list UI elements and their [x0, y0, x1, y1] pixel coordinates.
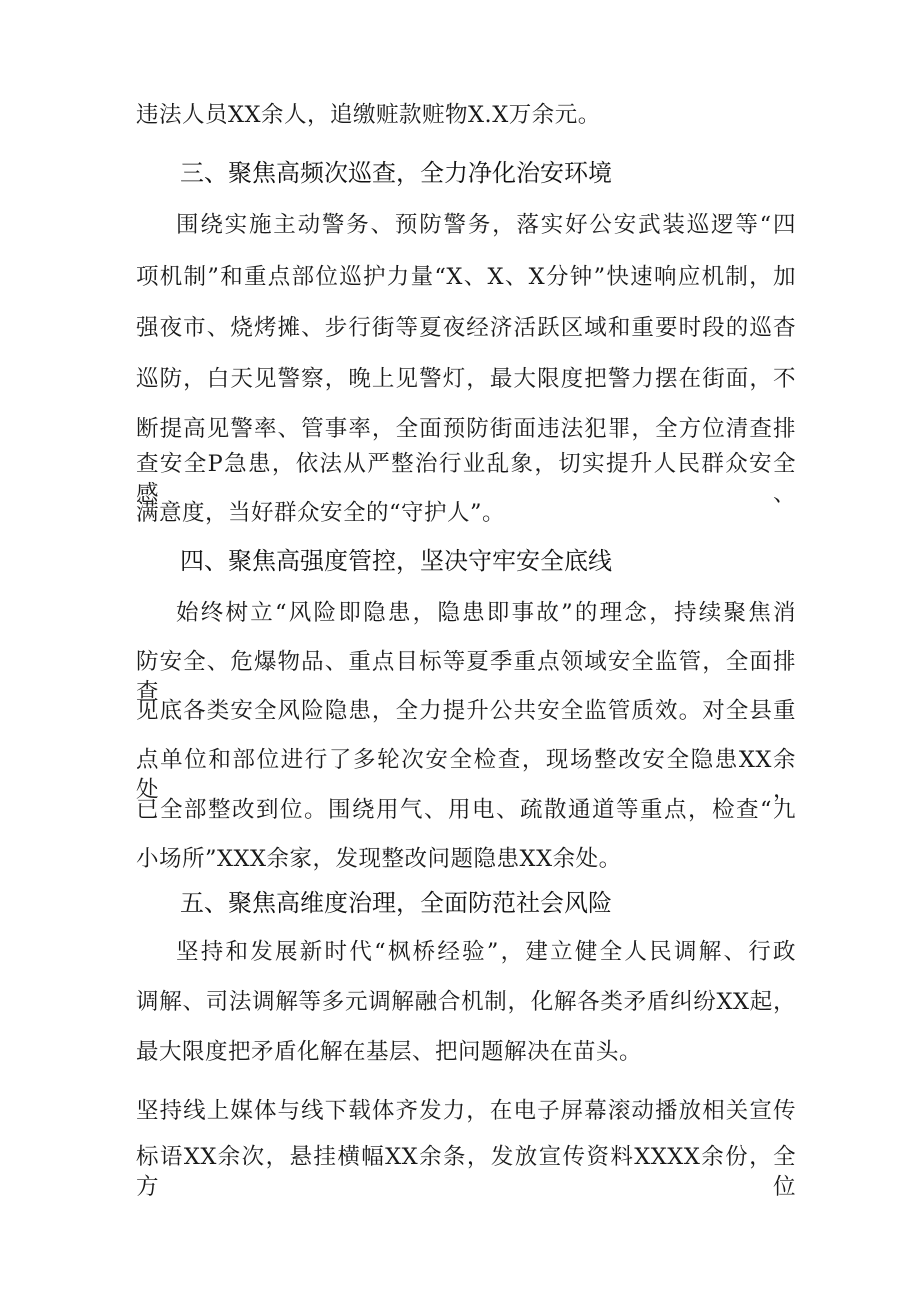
paragraph-line: 坚持和发展新时代“枫桥经验”，建立健全人民调解、行政: [176, 939, 796, 965]
section-heading: 四、聚焦高强度管控，坚决守牢安全底线: [180, 547, 612, 575]
paragraph-line: 坚持线上媒体与线下载体齐发力，在电子屏幕滚动播放相关宣传: [136, 1098, 796, 1124]
paragraph-line: 满意度，当好群众安全的“守护人”。: [136, 500, 506, 526]
paragraph-line: 断提高见警率、管事率，全面预防街面违法犯罪，全方位清查排: [136, 416, 796, 442]
paragraph-line: 小场所”XXX余家，发现整改问题隐患XX余处。: [136, 846, 622, 872]
paragraph-line: 最大限度把矛盾化解在基层、把问题解决在苗头。: [136, 1039, 643, 1065]
paragraph-line: 始终树立“风险即隐患，隐患即事故”的理念，持续聚焦消: [176, 600, 796, 626]
paragraph-line: 违法人员XX余人，追缴赃款赃物X.X万余元。: [136, 102, 601, 128]
paragraph-line: 见底各类安全风险隐患，全力提升公共安全监管质效。对全县重: [136, 698, 796, 724]
paragraph-line: 标语XX余次，悬挂横幅XX余条，发放宣传资料XXXX余份，全方位: [136, 1144, 796, 1200]
section-heading: 五、聚焦高维度治理，全面防范社会风险: [180, 889, 612, 917]
paragraph-line: 防安全、危爆物品、重点目标等夏季重点领域安全监管，全面排查: [136, 649, 796, 705]
paragraph-line: 强夜市、烧烤摊、步行街等夏夜经济活跃区域和重要时段的巡杳: [136, 315, 796, 341]
section-heading: 三、聚焦高频次巡查，全力净化治安环境: [180, 159, 612, 187]
paragraph-line: 点单位和部位进行了多轮次安全检查，现场整改安全隐患XX余处，: [136, 747, 796, 803]
paragraph-line: 项机制”和重点部位巡护力量“X、X、X分钟”快速响应机制，加: [136, 264, 796, 290]
paragraph-line: 查安全P急患，依法从严整治行业乱象，切实提升人民群众安全感、: [136, 451, 796, 507]
paragraph-line: 已全部整改到位。围绕用气、用电、疏散通道等重点，检查“九: [136, 797, 796, 823]
paragraph-line: 巡防，白天见警察，晚上见警灯，最大限度把警力摆在街面，不: [136, 366, 796, 392]
paragraph-line: 调解、司法调解等多元调解融合机制，化解各类矛盾纠纷XX起，: [136, 989, 796, 1015]
paragraph-line: 围绕实施主动警务、预防警务，落实好公安武装巡逻等“四: [176, 212, 796, 238]
